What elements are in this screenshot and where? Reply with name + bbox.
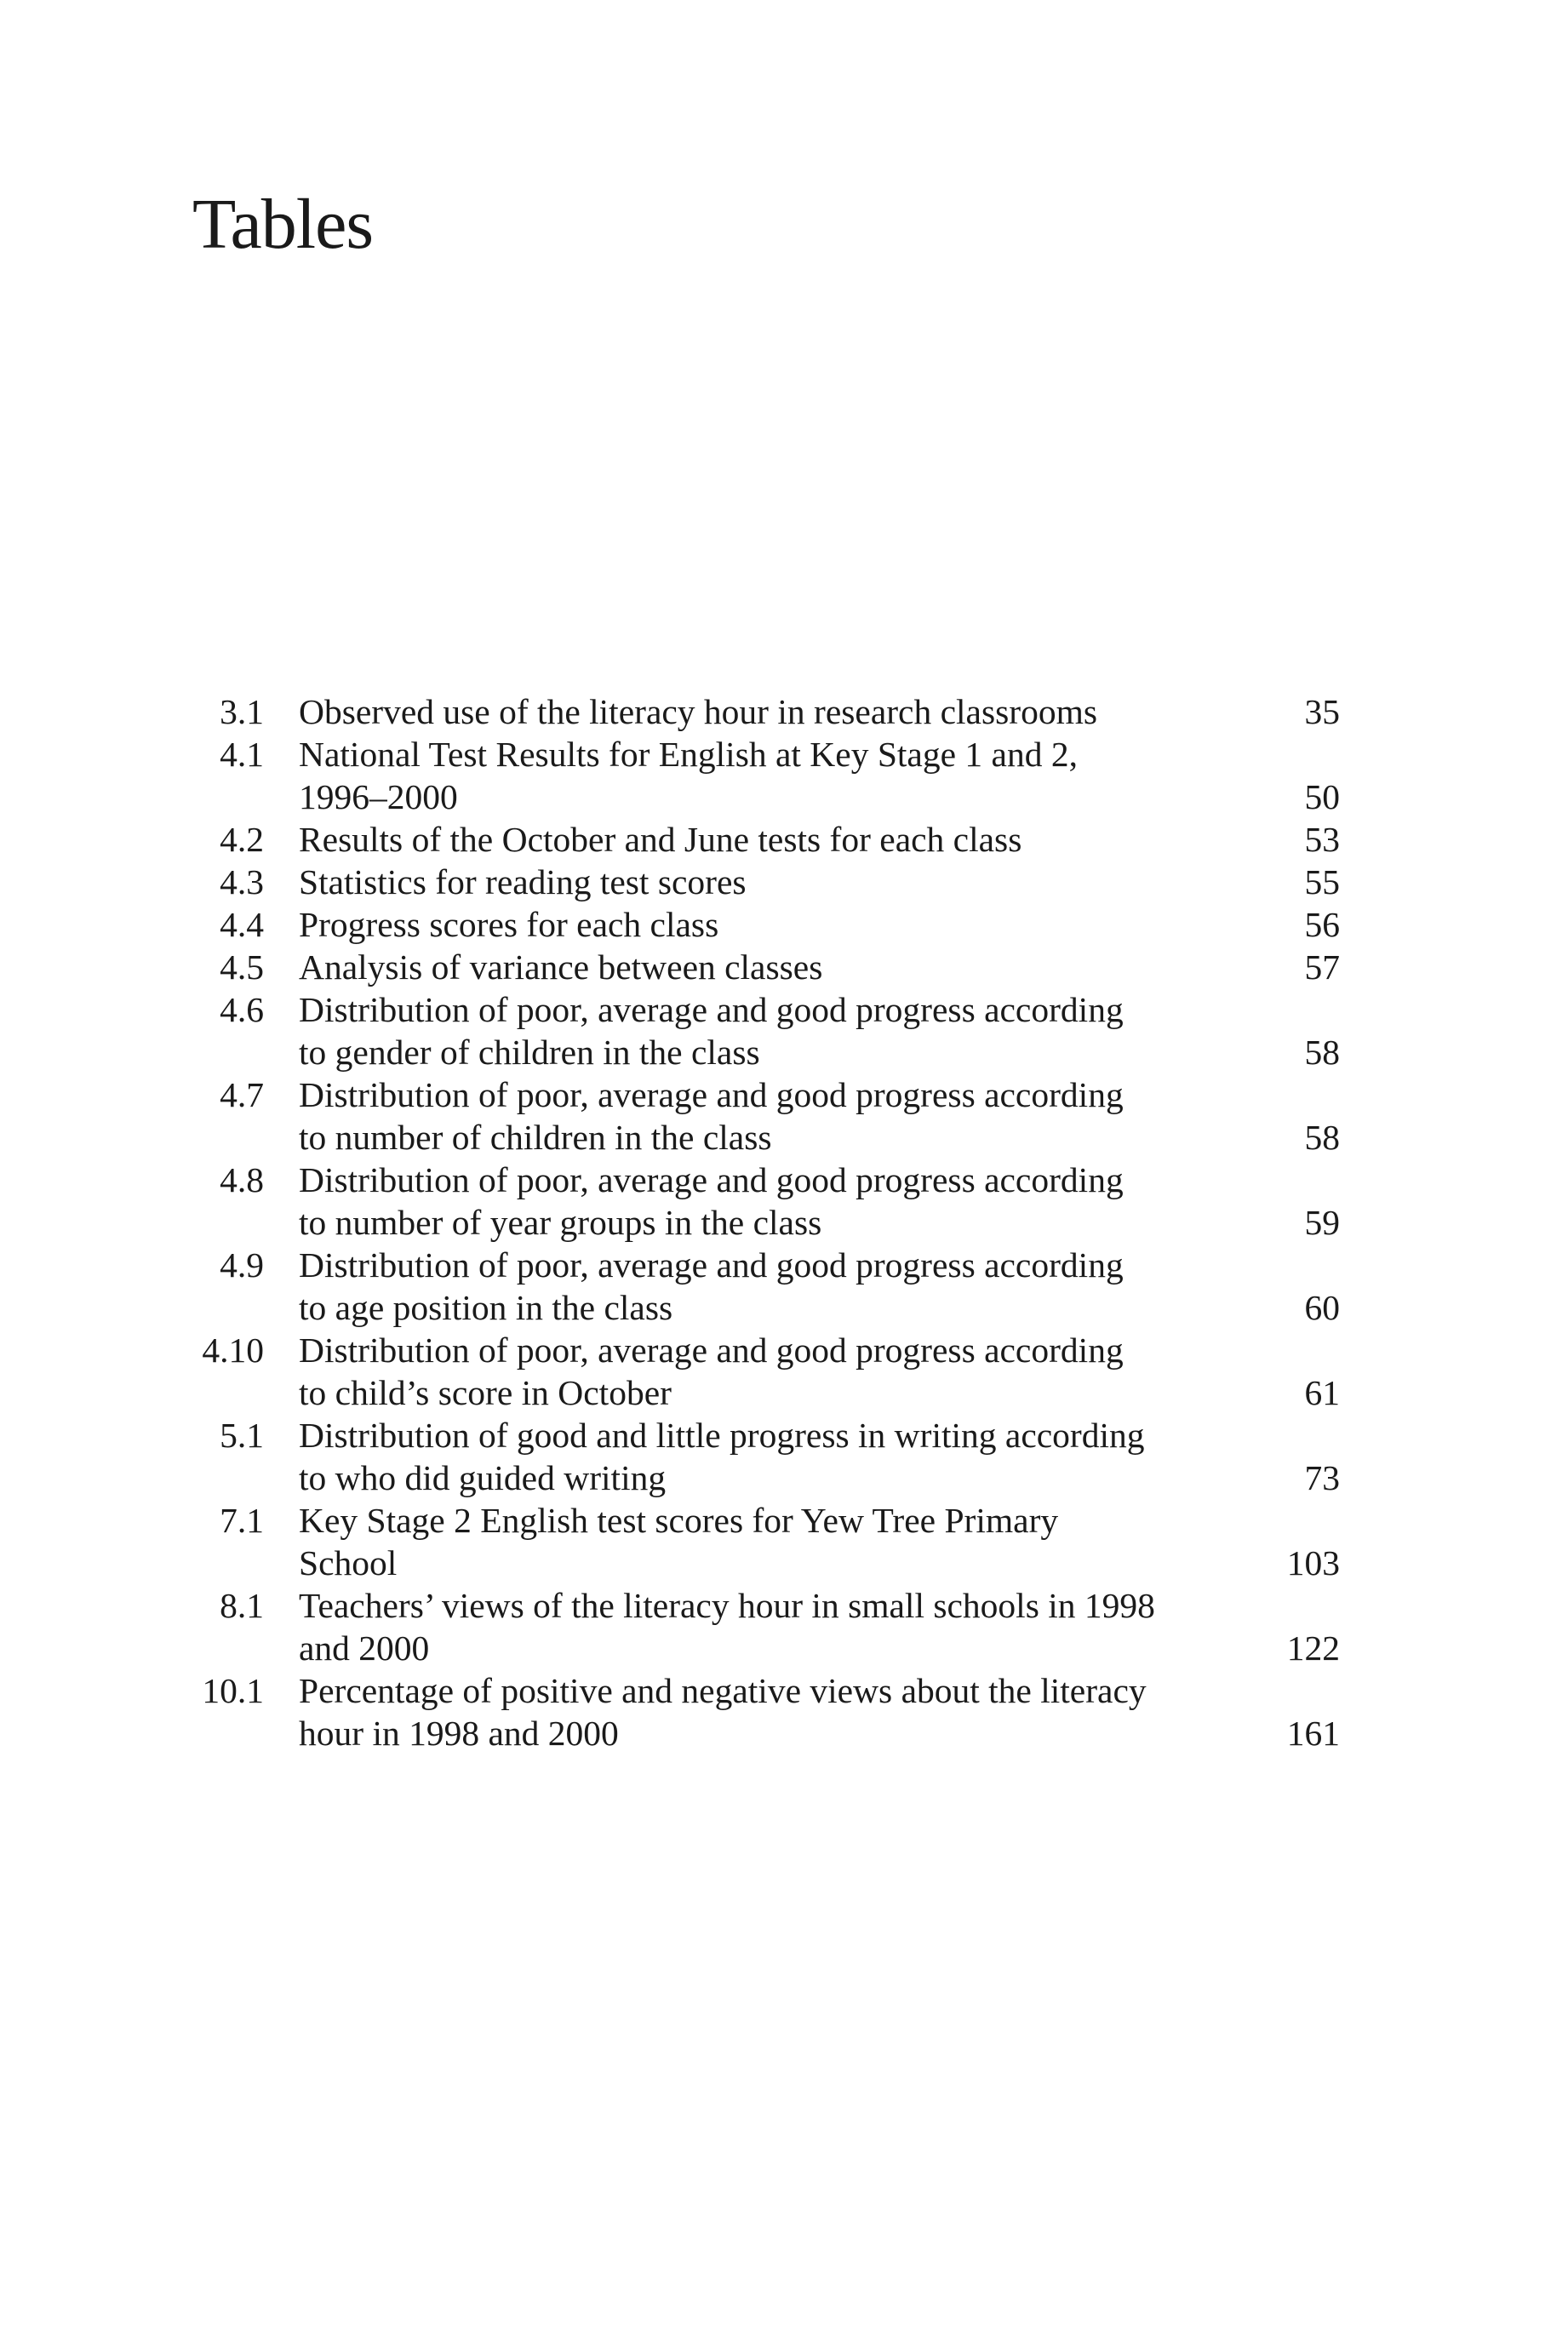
table-title-line: Distribution of poor, average and good progress according <box>299 1075 1124 1114</box>
table-number: 4.10 <box>202 1331 264 1370</box>
table-title <box>299 1414 1269 1499</box>
table-title-line: hour in 1998 and 2000 <box>299 1714 619 1753</box>
table-title-line: Distribution of poor, average and good progress according <box>299 1331 1124 1370</box>
table-title-line: to gender of children in the class <box>299 1033 760 1072</box>
table-number: 4.3 <box>220 862 264 901</box>
table-title <box>299 1584 1269 1669</box>
table-number: 7.1 <box>220 1501 264 1540</box>
table-title <box>299 1244 1269 1329</box>
table-title-line: to who did guided writing <box>299 1458 667 1497</box>
page-number: 56 <box>1304 905 1340 944</box>
table-title <box>299 1159 1269 1244</box>
table-title-line: Distribution of good and little progress in writing according <box>299 1416 1145 1455</box>
table-title-line: Distribution of poor, average and good progress according <box>299 990 1124 1029</box>
table-title <box>299 690 1269 733</box>
table-list-entry <box>0 1499 1568 1584</box>
table-title-line: National Test Results for English at Key Stage 1 and 2, <box>299 735 1078 774</box>
table-title <box>299 1669 1269 1754</box>
table-list-entry <box>0 1669 1568 1754</box>
table-title <box>299 861 1269 903</box>
table-title <box>299 818 1269 861</box>
table-title-line: Analysis of variance between classes <box>299 947 823 987</box>
table-number: 4.5 <box>220 947 264 987</box>
table-list-entry <box>0 903 1568 946</box>
table-list-entry <box>0 988 1568 1073</box>
table-list-entry <box>0 1073 1568 1159</box>
table-title <box>299 733 1269 818</box>
page-number: 59 <box>1304 1203 1340 1242</box>
table-number: 8.1 <box>220 1586 264 1625</box>
page-title: Tables <box>192 185 374 264</box>
table-title <box>299 1329 1269 1414</box>
table-title-line: Progress scores for each class <box>299 905 719 944</box>
table-number: 4.2 <box>220 820 264 859</box>
table-title-line: Results of the October and June tests for each class <box>299 820 1022 859</box>
table-number: 4.9 <box>220 1245 264 1285</box>
table-number: 10.1 <box>202 1671 264 1710</box>
table-title <box>299 946 1269 988</box>
table-list-entry <box>0 861 1568 903</box>
table-title-line: Distribution of poor, average and good progress according <box>299 1245 1124 1285</box>
table-title-line: and 2000 <box>299 1628 430 1668</box>
page-number: 58 <box>1304 1118 1340 1157</box>
table-number: 4.8 <box>220 1160 264 1199</box>
table-title-line: Percentage of positive and negative views about the literacy <box>299 1671 1147 1710</box>
page-number: 73 <box>1304 1458 1340 1497</box>
page-number: 50 <box>1304 777 1340 816</box>
page-number: 61 <box>1304 1373 1340 1412</box>
page-number: 53 <box>1304 820 1340 859</box>
table-list-entry <box>0 1329 1568 1414</box>
table-number: 4.4 <box>220 905 264 944</box>
table-title-line: Statistics for reading test scores <box>299 862 747 901</box>
page-number: 35 <box>1304 692 1340 731</box>
table-list-entry <box>0 733 1568 818</box>
table-title-line: Key Stage 2 English test scores for Yew Tree Primary <box>299 1501 1059 1540</box>
table-number: 4.6 <box>220 990 264 1029</box>
page-number: 60 <box>1304 1288 1340 1327</box>
table-number: 5.1 <box>220 1416 264 1455</box>
table-list-entry <box>0 946 1568 988</box>
table-list-entry <box>0 690 1568 733</box>
table-title <box>299 903 1269 946</box>
table-list-entry <box>0 1159 1568 1244</box>
table-title-line: to age position in the class <box>299 1288 673 1327</box>
table-list-entry <box>0 818 1568 861</box>
page-number: 122 <box>1286 1628 1340 1668</box>
table-list-entry <box>0 1244 1568 1329</box>
table-title <box>299 988 1269 1073</box>
table-title <box>299 1499 1269 1584</box>
table-number: 4.7 <box>220 1075 264 1114</box>
table-title-line: to child’s score in October <box>299 1373 672 1412</box>
table-title-line: Teachers’ views of the literacy hour in small schools in 1998 <box>299 1586 1155 1625</box>
table-title-line: Observed use of the literacy hour in research classrooms <box>299 692 1098 731</box>
table-title-line: Distribution of poor, average and good progress according <box>299 1160 1124 1199</box>
table-title-line: School <box>299 1543 398 1582</box>
table-list-entry <box>0 1414 1568 1499</box>
page-number: 58 <box>1304 1033 1340 1072</box>
page-number: 103 <box>1286 1543 1340 1582</box>
table-title-line: to number of children in the class <box>299 1118 772 1157</box>
table-title-line: 1996–2000 <box>299 777 458 816</box>
table-number: 3.1 <box>220 692 264 731</box>
table-title <box>299 1073 1269 1159</box>
table-list-entry <box>0 1584 1568 1669</box>
page-number: 161 <box>1286 1714 1340 1753</box>
table-number: 4.1 <box>220 735 264 774</box>
table-list <box>0 690 1568 1754</box>
page-number: 55 <box>1304 862 1340 901</box>
page-number: 57 <box>1304 947 1340 987</box>
table-title-line: to number of year groups in the class <box>299 1203 822 1242</box>
